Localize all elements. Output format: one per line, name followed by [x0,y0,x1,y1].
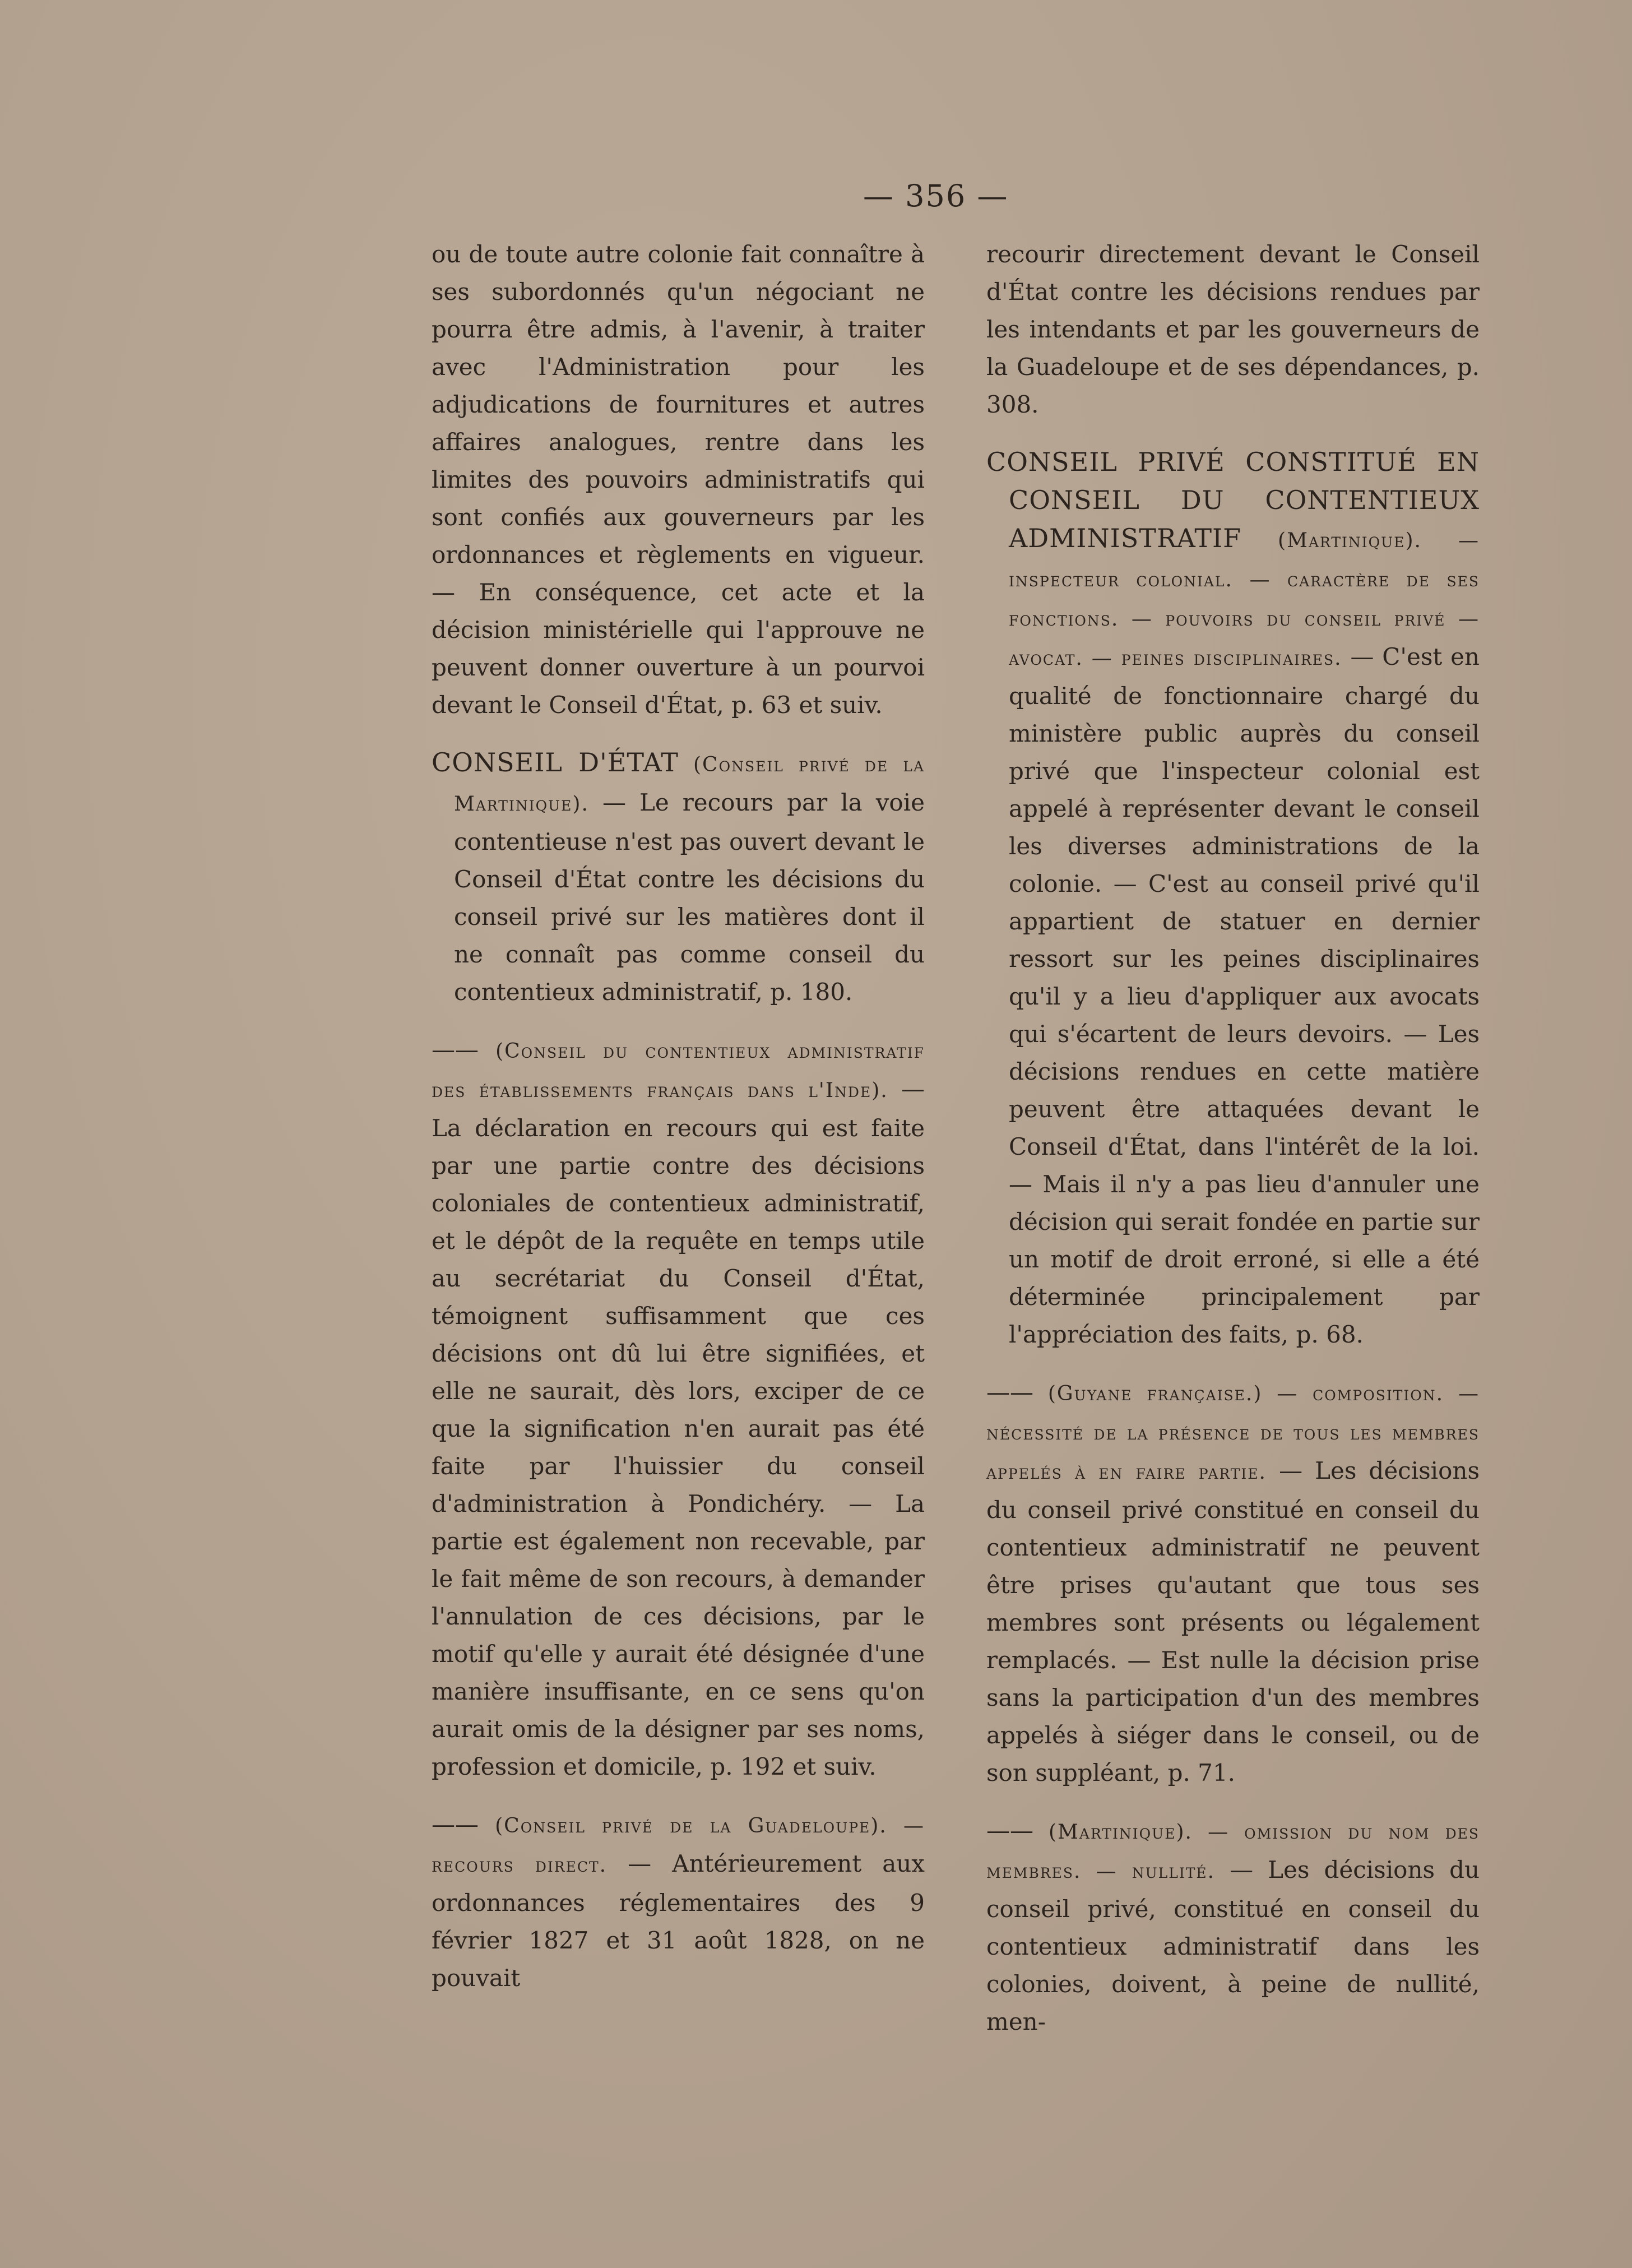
entry-text: — Le recours par la voie contentieuse n'est pas ouvert devant le Conseil d'État contre les décisions du conseil privé sur les matières dont il ne connaît pas comme conseil du contentieux administratif, p. 180. [454,789,925,1006]
right-continuation-text: recourir directement devant le Conseil d'État contre les décisions rendues par les intendants et par les gouverneurs de la Guadeloupe et de ses dépendances, p. 308. [986,240,1480,418]
left-continuation-text: ou de toute autre colonie fait connaître à ses subordonnés qu'un négociant ne pourra être admis, à l'avenir, à traiter avec l'Administration pour les adjudications de fournitures et autres affaires analogues, rentre dans les limites des pouvoirs administratifs qui sont confiés aux gouverneurs par les ordonnances et règlements en vigueur. — En conséquence, cet acte et la décision ministérielle qui l'approuve ne peuvent donner ouverture à un pourvoi devant le Conseil d'État, p. 63 et suiv. [432,240,925,719]
entry-subheading: (Conseil privé de la Guadeloupe). — recours direct. [432,1815,925,1877]
entry-text: — Antérieurement aux ordonnances réglementaires des 9 février 1827 et 31 août 1828, on ne pouvait [432,1850,925,1992]
page-number: — 356 — [863,178,1009,214]
entry-text: — C'est en qualité de fonctionnaire chargé du ministère public auprès du conseil privé que l'inspecteur colonial est appelé à représenter devant le conseil les diverses administrations de la colonie. — C'est au conseil privé qu'il appartient de statuer en dernier ressort sur les peines disciplinaires qu'il y a lieu d'appliquer aux avocats qui s'écartent de leurs devoirs. — Les décisions rendues en cette matière peuvent être attaquées devant le Conseil d'État, dans l'intérêt de la loi. — Mais il n'y a pas lieu d'annuler une décision qui serait fondée en partie sur un motif de droit erroné, si elle a été déterminée principalement par l'appréciation des faits, p. 68. [1009,643,1480,1348]
entry-subheading: (Martinique). — omission du nom des membres. — nullité. [986,1821,1480,1883]
entry-conseil-prive-contentieux [986,443,1480,1353]
entry-dash: —— [432,1811,479,1838]
left-column [432,235,925,1997]
entry-heading: CONSEIL D'ÉTAT [432,747,679,777]
entry-dash: —— [986,1817,1033,1844]
entry-conseil-etat [432,744,925,1011]
entry-conseil-contentieux-inde [432,1031,925,1785]
entry-subheading: (Conseil du contentieux administratif des établissements français dans l'Inde). [432,1040,925,1102]
entry-text: — Les décisions du conseil privé constitué en conseil du contentieux administratif ne peuvent être prises qu'autant que tous ses membres sont présents ou légalement remplacés. — Est nulle la décision prise sans la participation d'un des membres appelés à siéger dans le conseil, ou de son suppléant, p. 71. [986,1457,1480,1786]
entry-heading: CONSEIL PRIVÉ CONSTITUÉ EN CONSEIL DU CONTENTIEUX ADMINISTRATIF [986,447,1480,553]
entry-text: — Les décisions du conseil privé, constitué en conseil du contentieux administratif dans les colonies, doivent, à peine de nullité, men- [986,1856,1480,2035]
entry-martinique-omission [986,1812,1480,2040]
entry-text: — La déclaration en recours qui est faite par une partie contre des décisions coloniales de contentieux administratif, et le dépôt de la requête en temps utile au secrétariat du Conseil d'État, témoignent suffisamment que ces décisions ont dû lui être signifiées, et elle ne saurait, dès lors, exciper de ce que la signification n'en aurait pas été faite par l'huissier du conseil d'administration à Pondichéry. — La partie est également non recevable, par le fait même de son recours, à demander l'annulation de ces décisions, par le motif qu'elle y aurait été désignée d'une manière insuffisante, en ce sens qu'on aurait omis de la désigner par ses noms, profession et domicile, p. 192 et suiv. [432,1075,925,1780]
entry-dash: —— [432,1036,479,1063]
entry-dash: —— [986,1378,1033,1406]
entry-conseil-prive-guadeloupe [432,1806,925,1997]
left-continuation-block [432,235,925,724]
entry-subheading: (Guyane française.) — composition. — nécessité de la présence de tous les membres appelés à en faire partie. [986,1382,1480,1484]
right-continuation-block [986,235,1480,423]
entry-subheading: (Conseil privé de la Martinique). [454,753,925,816]
entry-subheading: (Martinique). — inspecteur colonial. — caractère de ses fonctions. — pouvoirs du conseil privé — avocat. — peines disciplinaires. [1009,529,1480,670]
entry-guyane-francaise [986,1373,1480,1792]
right-column [986,235,1480,2040]
